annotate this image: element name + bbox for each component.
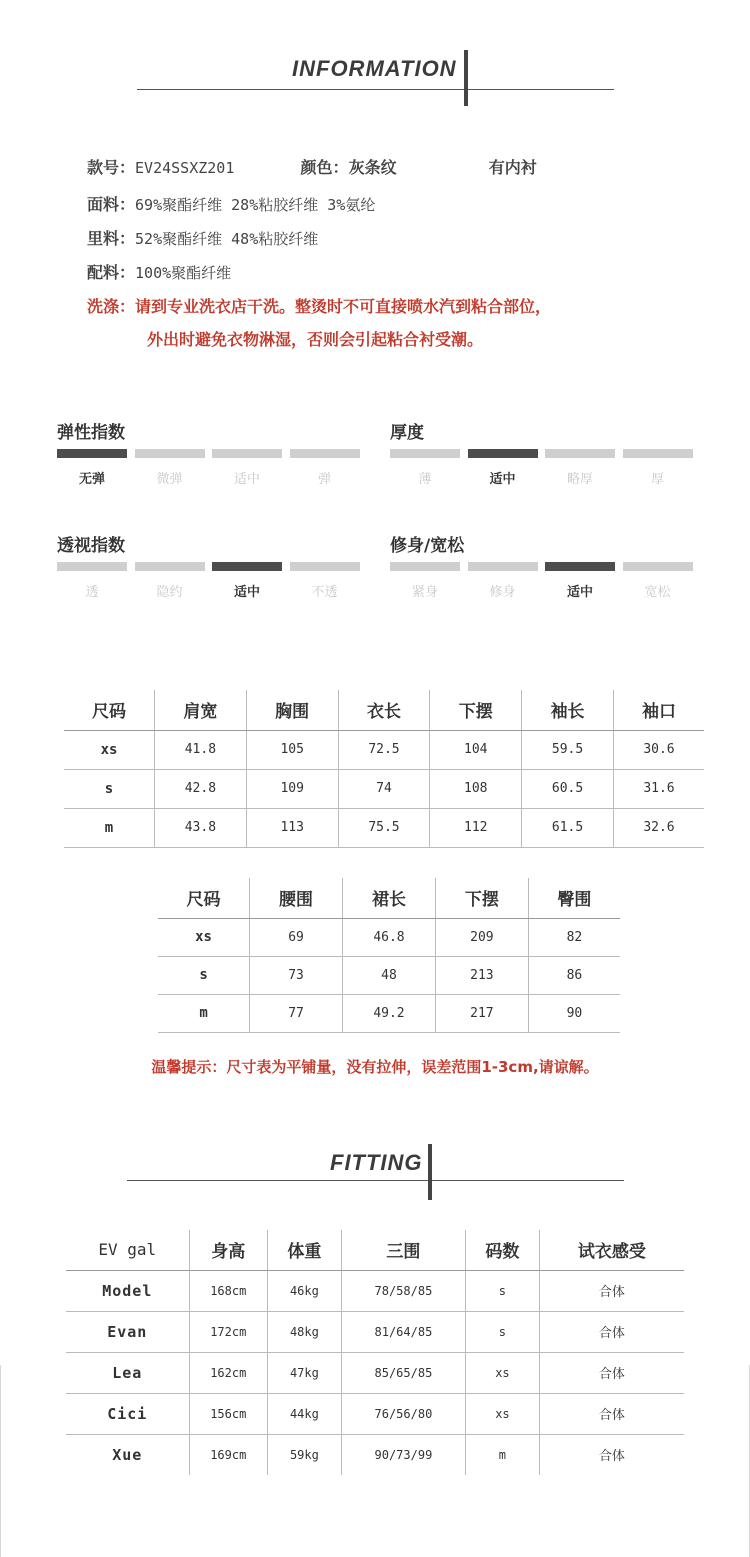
column-header: 袖口 <box>613 690 704 730</box>
table-cell: 74 <box>338 769 430 808</box>
lining-note: 有内衬 <box>488 158 537 177</box>
fitting-divider <box>127 1180 624 1181</box>
table-cell: 108 <box>430 769 522 808</box>
table-cell: 85/65/85 <box>341 1352 465 1393</box>
information-accent-bar <box>464 50 468 106</box>
scale-option-label: 宽松 <box>644 585 671 600</box>
table-row <box>66 1393 684 1434</box>
table-cell: 43.8 <box>154 808 246 847</box>
information-divider <box>137 89 614 90</box>
table-cell: xs <box>64 730 154 769</box>
table-cell: 42.8 <box>154 769 246 808</box>
scale-0 <box>57 418 367 487</box>
table-cell: Evan <box>66 1311 189 1352</box>
table-cell: 168cm <box>189 1270 267 1311</box>
color-value: 灰条纹 <box>348 158 397 177</box>
table-cell: 合体 <box>539 1434 684 1475</box>
table-cell: 213 <box>435 956 528 994</box>
table-cell: 72.5 <box>338 730 430 769</box>
table-cell: 30.6 <box>613 730 704 769</box>
table-cell: 41.8 <box>154 730 246 769</box>
table-cell: 合体 <box>539 1270 684 1311</box>
scale-option-label: 弹 <box>317 472 331 487</box>
lining-label: 里料： <box>87 229 136 248</box>
style-value: EV24SSXZ201 <box>135 159 235 177</box>
scale-option-label: 薄 <box>418 472 432 487</box>
table-cell: Model <box>66 1270 189 1311</box>
style-label: 款号： <box>87 158 136 177</box>
table-cell: 217 <box>435 994 528 1032</box>
table-cell: 59.5 <box>522 730 614 769</box>
column-header: 下摆 <box>430 690 522 730</box>
table-cell: 77 <box>250 994 343 1032</box>
left-edge-line <box>0 1365 1 1557</box>
table-cell: 209 <box>435 918 528 956</box>
table-cell: 112 <box>430 808 522 847</box>
scale-bar-segment <box>468 562 538 571</box>
scale-option-label: 修身 <box>489 585 516 600</box>
table-cell: 48 <box>343 956 436 994</box>
scale-option-label: 适中 <box>566 585 593 600</box>
table-cell: 172cm <box>189 1311 267 1352</box>
trim-row <box>87 260 231 283</box>
table-cell: 113 <box>246 808 338 847</box>
table-cell: Lea <box>66 1352 189 1393</box>
lining-value: 52%聚酯纤维 48%粘胶纤维 <box>135 230 319 248</box>
column-header: 臀围 <box>528 878 620 918</box>
table-cell: 合体 <box>539 1311 684 1352</box>
scale-option-label: 紧身 <box>411 585 438 600</box>
scale-title: 修身/宽松 <box>390 536 465 556</box>
column-header: 体重 <box>267 1230 341 1270</box>
table-cell: 76/56/80 <box>341 1393 465 1434</box>
table-cell: xs <box>465 1352 539 1393</box>
table-row <box>64 730 704 769</box>
table-cell: 59kg <box>267 1434 341 1475</box>
scale-option-label: 隐约 <box>156 585 183 600</box>
table-cell: 61.5 <box>522 808 614 847</box>
scale-bar-segment <box>135 449 205 458</box>
table-cell: 合体 <box>539 1352 684 1393</box>
scale-bar-segment <box>135 562 205 571</box>
table-row <box>64 808 704 847</box>
table-cell: 49.2 <box>343 994 436 1032</box>
table-cell: 46.8 <box>343 918 436 956</box>
scale-bar-segment <box>212 562 282 571</box>
scale-3 <box>390 531 700 600</box>
scale-title: 厚度 <box>390 423 424 443</box>
fabric-row <box>87 192 375 215</box>
table-cell: s <box>64 769 154 808</box>
style-color-row <box>87 155 537 178</box>
table-cell: 75.5 <box>338 808 430 847</box>
scale-option-label: 微弹 <box>156 472 183 487</box>
column-header: 三围 <box>341 1230 465 1270</box>
scale-bars <box>390 562 700 571</box>
wash-label: 洗涤： <box>87 297 136 316</box>
wash-row <box>87 294 551 317</box>
table-cell: m <box>64 808 154 847</box>
column-header: 码数 <box>465 1230 539 1270</box>
information-title: INFORMATION <box>292 56 457 81</box>
table-cell: Cici <box>66 1393 189 1434</box>
scale-bar-segment <box>545 562 615 571</box>
table-cell: 32.6 <box>613 808 704 847</box>
column-header: 下摆 <box>435 878 528 918</box>
table-cell: 合体 <box>539 1393 684 1434</box>
column-header: 腰围 <box>250 878 343 918</box>
scale-option-label: 适中 <box>233 472 260 487</box>
table-cell: 104 <box>430 730 522 769</box>
table-row <box>64 769 704 808</box>
table-cell: Xue <box>112 1445 143 1464</box>
table-cell: 73 <box>250 956 343 994</box>
scale-bars <box>390 449 700 458</box>
table-cell: m <box>465 1434 539 1475</box>
scale-bar-segment <box>623 562 693 571</box>
table-cell: 44kg <box>267 1393 341 1434</box>
scale-bar-segment <box>57 449 127 458</box>
wash-line-1: 请到专业洗衣店干洗。整烫时不可直接喷水汽到粘合部位， <box>135 297 552 316</box>
scale-option-label: 透 <box>85 585 99 600</box>
trim-label: 配料： <box>87 263 136 282</box>
fitting-title: FITTING <box>330 1150 423 1175</box>
table-cell: 69 <box>250 918 343 956</box>
scale-option-label: 适中 <box>233 585 260 600</box>
table-row <box>158 956 620 994</box>
scale-bar-segment <box>623 449 693 458</box>
column-header: 袖长 <box>522 690 614 730</box>
scale-bar-segment <box>468 449 538 458</box>
scale-option-label: 厚 <box>650 472 664 487</box>
scale-option-label: 不透 <box>311 585 338 600</box>
fitting-table <box>66 1230 684 1475</box>
scale-option-label: 无弹 <box>78 472 105 487</box>
column-header: EV gal <box>66 1230 189 1270</box>
table-cell: 109 <box>246 769 338 808</box>
scale-title: 透视指数 <box>57 536 125 556</box>
table-cell: 78/58/85 <box>341 1270 465 1311</box>
scale-option-label: 适中 <box>489 472 516 487</box>
fabric-value: 69%聚酯纤维 28%粘胶纤维 3%氨纶 <box>135 196 376 214</box>
scale-bar-segment <box>212 449 282 458</box>
size-notice: 温馨提示：尺寸表为平铺量，没有拉伸，误差范围1-3cm,请谅解。 <box>151 1058 599 1076</box>
table-row <box>66 1311 684 1352</box>
fabric-label: 面料： <box>87 195 136 214</box>
table-cell: 90 <box>528 994 620 1032</box>
table-cell: 90/73/99 <box>341 1434 465 1475</box>
column-header: 裙长 <box>343 878 436 918</box>
table-cell: xs <box>158 918 250 956</box>
scale-bar-segment <box>57 562 127 571</box>
column-header: 胸围 <box>246 690 338 730</box>
scale-bar-segment <box>390 449 460 458</box>
table-cell: 169cm <box>189 1434 267 1475</box>
column-header: 试衣感受 <box>539 1230 684 1270</box>
table-cell: xs <box>465 1393 539 1434</box>
lining-row <box>87 226 318 249</box>
table-cell: 46kg <box>267 1270 341 1311</box>
scale-1 <box>390 418 700 487</box>
table-cell: 81/64/85 <box>341 1311 465 1352</box>
table-cell: s <box>465 1311 539 1352</box>
table-cell: s <box>465 1270 539 1311</box>
table-cell: 105 <box>246 730 338 769</box>
color-label: 颜色： <box>300 158 349 177</box>
scale-bar-segment <box>545 449 615 458</box>
wash-line-2: 外出时避免衣物淋湿，否则会引起粘合衬受潮。 <box>147 330 484 349</box>
column-header: 尺码 <box>64 690 154 730</box>
trim-value: 100%聚酯纤维 <box>135 264 232 282</box>
column-header: 肩宽 <box>154 690 246 730</box>
scale-bar-segment <box>290 562 360 571</box>
scale-bars <box>57 449 367 458</box>
scale-bar-segment <box>290 449 360 458</box>
table-cell: 82 <box>528 918 620 956</box>
scale-option-label: 略厚 <box>566 472 593 487</box>
table-cell: 47kg <box>267 1352 341 1393</box>
column-header: 衣长 <box>338 690 430 730</box>
table-row <box>66 1270 684 1311</box>
table-cell: 86 <box>528 956 620 994</box>
scale-2 <box>57 531 367 600</box>
table-row <box>158 918 620 956</box>
table-cell: m <box>158 994 250 1032</box>
table-row <box>158 994 620 1032</box>
scale-bars <box>57 562 367 571</box>
fitting-accent-bar <box>428 1144 432 1200</box>
scale-bar-segment <box>390 562 460 571</box>
table-cell: s <box>158 956 250 994</box>
column-header: 身高 <box>189 1230 267 1270</box>
table-row <box>66 1352 684 1393</box>
table-cell: 162cm <box>189 1352 267 1393</box>
scale-title: 弹性指数 <box>57 423 125 443</box>
skirt-size-table <box>158 878 620 1033</box>
column-header: 尺码 <box>158 878 250 918</box>
table-cell: 31.6 <box>613 769 704 808</box>
table-cell: 48kg <box>267 1311 341 1352</box>
table-row <box>66 1434 684 1475</box>
top-size-table <box>64 690 704 848</box>
table-cell: 156cm <box>189 1393 267 1434</box>
table-cell: 60.5 <box>522 769 614 808</box>
